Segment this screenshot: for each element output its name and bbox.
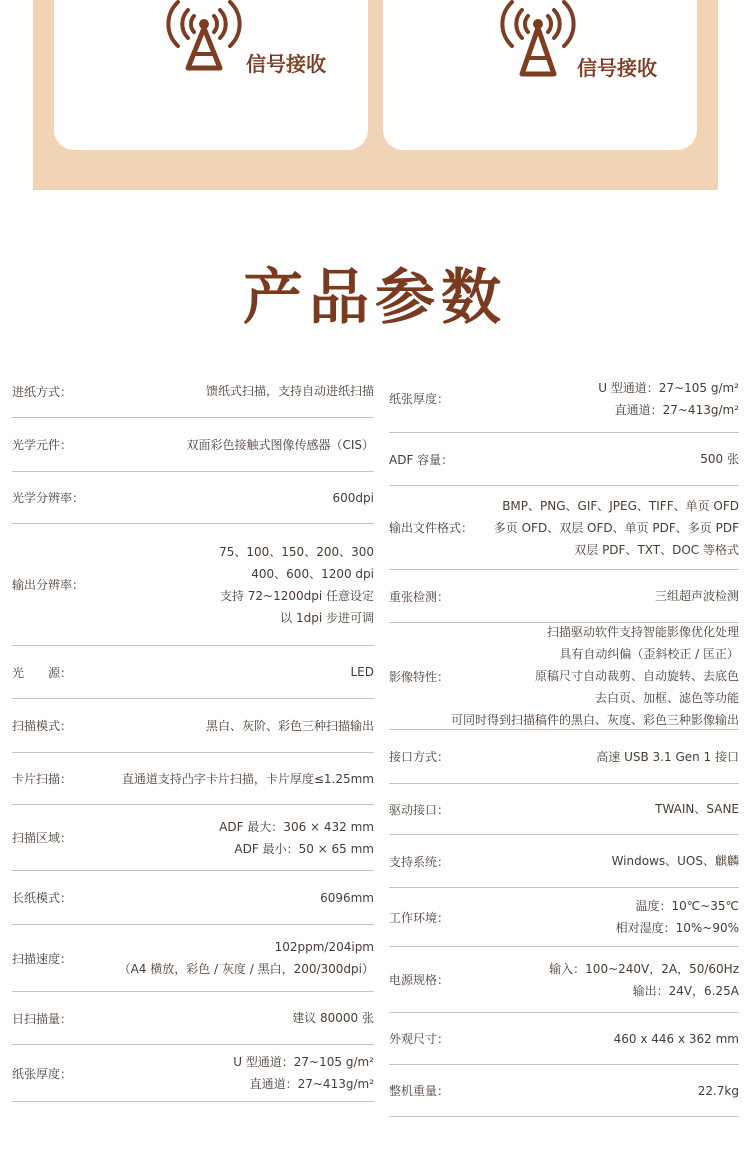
- spec-value: [219, 541, 374, 629]
- spec-label: 输出分辨率：: [12, 578, 85, 592]
- spec-value-line: LED: [350, 665, 374, 679]
- spec-value-line: Windows、UOS、麒麟: [611, 854, 739, 868]
- spec-label: 重张检测：: [389, 589, 450, 604]
- spec-label: 支持系统：: [389, 854, 450, 869]
- spec-value-line: 黑白、灰阶、彩色三种扫描输出: [205, 718, 374, 733]
- spec-row: [389, 433, 739, 486]
- spec-value-line: 直通道：27~413g/m²: [249, 1077, 374, 1091]
- spec-value: [612, 850, 739, 872]
- spec-label: 整机重量：: [389, 1084, 450, 1098]
- spec-row: [12, 418, 374, 472]
- spec-value-line: ADF 最大：306 × 432 mm: [219, 819, 374, 834]
- spec-value: [206, 715, 374, 737]
- spec-value: [451, 621, 739, 731]
- spec-label: 纸张厚度：: [12, 1066, 73, 1081]
- spec-row: [389, 784, 739, 835]
- spec-label: 扫描速度：: [12, 951, 73, 966]
- signal-tower-icon: [498, 0, 578, 78]
- spec-row: [389, 365, 739, 433]
- spec-label: ADF 容量：: [389, 452, 454, 467]
- spec-row: [12, 365, 374, 418]
- spec-label: 外观尺寸：: [389, 1032, 450, 1046]
- spec-value: [655, 798, 739, 820]
- spec-value-line: 相对湿度：10%~90%: [615, 921, 739, 935]
- spec-row: [389, 835, 739, 888]
- spec-row: [12, 805, 374, 871]
- spec-value: [655, 585, 739, 607]
- spec-value-line: 460 x 446 x 362 mm: [613, 1031, 739, 1046]
- spec-row: [389, 1013, 739, 1065]
- spec-row: [389, 1065, 739, 1117]
- spec-row: [12, 925, 374, 992]
- spec-value-line: （A4 横放，彩色 / 灰度 / 黑白，200/300dpi）: [118, 962, 374, 976]
- spec-value-line: U 型通道：27~105 g/m²: [233, 1055, 374, 1069]
- spec-label: 驱动接口：: [389, 802, 450, 817]
- spec-label: 进纸方式：: [12, 384, 73, 399]
- spec-value-line: ADF 最小：50 × 65 mm: [234, 841, 374, 856]
- spec-value: [596, 746, 739, 768]
- spec-label: 光 源：: [12, 665, 73, 680]
- spec-label: 扫描区域：: [12, 831, 73, 845]
- spec-label: 光学分辨率：: [12, 491, 85, 505]
- spec-value-line: 双面彩色接触式图像传感器（CIS）: [186, 437, 374, 452]
- spec-row: [12, 992, 374, 1045]
- spec-value-line: 输入：100~240V，2A，50/60Hz: [549, 961, 739, 976]
- spec-row: [12, 524, 374, 646]
- spec-value: [333, 487, 374, 509]
- spec-value-line: 500 张: [700, 452, 739, 466]
- spec-value-line: 600dpi: [332, 490, 374, 505]
- spec-value: [494, 495, 739, 561]
- spec-value-line: 直通道：27~413g/m²: [614, 402, 739, 417]
- spec-value-line: 具有自动纠偏（歪斜校正 / 匡正）: [559, 647, 739, 661]
- spec-value-line: 75、100、150、200、300: [219, 544, 374, 559]
- spec-value: [233, 1051, 374, 1095]
- spec-row: [389, 623, 739, 730]
- spec-row: [389, 888, 739, 947]
- spec-value-line: 三组超声波检测: [654, 589, 739, 603]
- spec-row: [12, 871, 374, 925]
- spec-value-line: 可同时得到扫描稿件的黑白、灰度、彩色三种影像输出: [450, 713, 739, 727]
- spec-label: 输出文件格式：: [389, 521, 474, 535]
- spec-value-line: 以 1dpi 步进可调: [280, 610, 374, 625]
- spec-label: 影像特性：: [389, 669, 450, 684]
- spec-value: [598, 377, 739, 421]
- spec-value-line: 扫描驱动软件支持智能影像优化处理: [546, 625, 739, 639]
- spec-value: [186, 434, 374, 456]
- spec-value-line: 建议 80000 张: [292, 1011, 374, 1025]
- spec-value: [700, 448, 739, 470]
- spec-value-line: TWAIN、SANE: [655, 802, 739, 816]
- signal-card-right: [383, 0, 697, 150]
- spec-value-line: 馈纸式扫描，支持自动进纸扫描: [205, 384, 374, 398]
- spec-value-line: 6096mm: [320, 890, 374, 905]
- spec-row: [389, 570, 739, 623]
- spec-value: [698, 1080, 739, 1102]
- spec-value-line: 支持 72~1200dpi 任意设定: [219, 588, 374, 603]
- spec-value-line: 102ppm/204ipm: [274, 940, 374, 954]
- spec-label: 长纸模式：: [12, 891, 73, 905]
- spec-row: [389, 947, 739, 1013]
- spec-value-line: 双层 PDF、TXT、DOC 等格式: [574, 542, 739, 557]
- signal-tower-icon: [164, 0, 244, 72]
- spec-column-left: [12, 365, 374, 1102]
- spec-value: [350, 661, 374, 683]
- spec-value: [320, 887, 374, 909]
- spec-value-line: 输出：24V，6.25A: [632, 983, 739, 998]
- signal-card-left: [54, 0, 368, 150]
- spec-value: [122, 768, 374, 790]
- spec-value: [219, 816, 374, 860]
- spec-value-line: 温度：10℃~35℃: [635, 899, 739, 913]
- spec-row: [12, 753, 374, 805]
- spec-row: [389, 730, 739, 784]
- spec-label: 工作环境：: [389, 910, 450, 925]
- spec-value-line: 原稿尺寸自动裁剪、自动旋转、去底色: [534, 669, 739, 683]
- spec-row: [389, 486, 739, 570]
- spec-value-line: BMP、PNG、GIF、JPEG、TIFF、单页 OFD: [502, 498, 739, 513]
- spec-value: [119, 936, 374, 980]
- spec-row: [12, 472, 374, 524]
- signal-label: 信号接收: [246, 52, 326, 76]
- spec-value: [616, 895, 739, 939]
- spec-label: 卡片扫描：: [12, 772, 73, 786]
- spec-value-line: 直通道支持凸字卡片扫描，卡片厚度≤1.25mm: [121, 771, 374, 786]
- spec-value: [206, 380, 374, 402]
- spec-value-line: 去白页、加框、滤色等功能: [594, 691, 739, 705]
- spec-value: [614, 1028, 739, 1050]
- spec-label: 电源规格：: [389, 973, 450, 987]
- spec-column-right: [389, 365, 739, 1117]
- spec-value-line: U 型通道：27~105 g/m²: [598, 380, 739, 395]
- spec-value-line: 400、600、1200 dpi: [251, 566, 374, 581]
- spec-value: [292, 1007, 374, 1029]
- spec-label: 扫描模式：: [12, 719, 73, 733]
- page-title: 产品参数: [243, 263, 507, 333]
- spec-label: 接口方式：: [389, 750, 450, 764]
- spec-label: 光学元件：: [12, 438, 73, 452]
- spec-label: 纸张厚度：: [389, 392, 450, 406]
- spec-row: [12, 1045, 374, 1102]
- spec-row: [12, 646, 374, 699]
- spec-value-line: 多页 OFD、双层 OFD、单页 PDF、多页 PDF: [493, 520, 739, 535]
- spec-value: [549, 958, 739, 1002]
- spec-value-line: 22.7kg: [697, 1083, 739, 1098]
- spec-label: 日扫描量：: [12, 1011, 73, 1026]
- signal-label: 信号接收: [577, 56, 657, 80]
- spec-value-line: 高速 USB 3.1 Gen 1 接口: [596, 749, 739, 764]
- spec-row: [12, 699, 374, 753]
